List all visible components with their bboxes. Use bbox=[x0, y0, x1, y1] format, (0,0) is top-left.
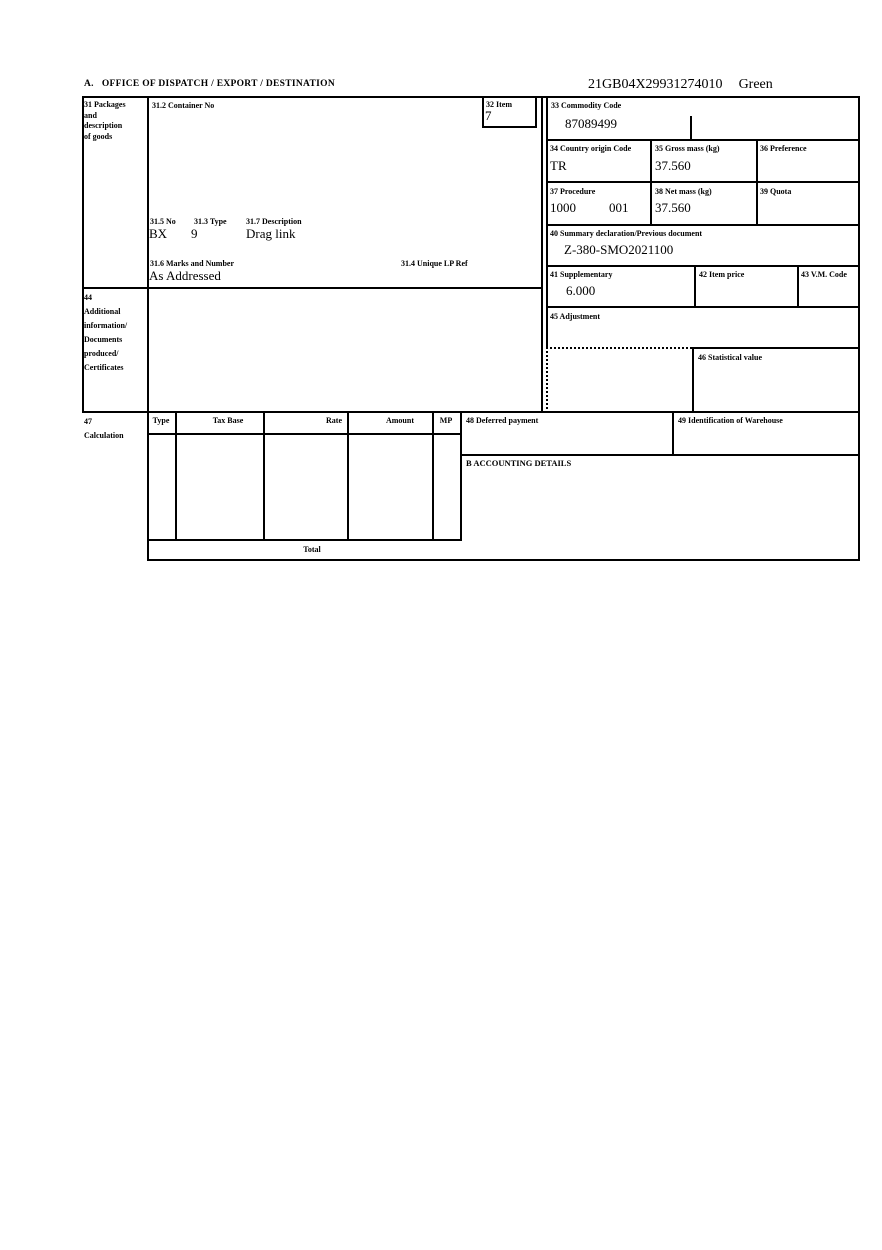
box35-label: 35 Gross mass (kg) bbox=[655, 144, 720, 153]
box31-6-value: As Addressed bbox=[149, 268, 221, 283]
box33-value: 87089499 bbox=[565, 116, 617, 131]
section-a-prefix: A. bbox=[84, 79, 94, 89]
box43-label: 43 V.M. Code bbox=[801, 270, 847, 279]
box35-value: 37.560 bbox=[655, 158, 691, 173]
mid-border bbox=[82, 411, 860, 413]
right-block-left-border bbox=[546, 96, 548, 349]
reference-number: 21GB04X29931274010 bbox=[588, 77, 723, 92]
col48-49-divider bbox=[672, 411, 674, 456]
accounting-details-label: B ACCOUNTING DETAILS bbox=[466, 458, 572, 468]
box33-divider bbox=[690, 116, 692, 141]
box44-label: 44 Additional information/ Documents produced/ Certificates bbox=[84, 293, 128, 372]
adjustment-dotted-border bbox=[546, 347, 692, 349]
calc-col3-divider bbox=[347, 411, 349, 541]
declaration-reference bbox=[588, 77, 773, 93]
box34-value: TR bbox=[550, 158, 567, 173]
row40-bottom-border bbox=[546, 265, 860, 267]
row33-bottom-border bbox=[546, 139, 860, 141]
adjustment-dotted-left-border bbox=[546, 347, 548, 413]
box49-label: 49 Identification of Warehouse bbox=[678, 416, 783, 425]
left-block-right-border bbox=[541, 96, 543, 413]
calc-table-right-border bbox=[460, 411, 462, 541]
section-a-text: OFFICE OF DISPATCH / EXPORT / DESTINATION bbox=[101, 79, 335, 89]
col41-42-divider bbox=[694, 265, 696, 308]
calc-header-tax-base: Tax Base bbox=[212, 416, 244, 425]
box32-value: 7 bbox=[485, 108, 492, 123]
calc-total-label: Total bbox=[303, 545, 321, 554]
calc-table-bottom-border bbox=[147, 539, 460, 541]
routing-indicator: Green bbox=[738, 77, 773, 92]
box31-2-label: 31.2 Container No bbox=[152, 101, 215, 110]
box41-label: 41 Supplementary bbox=[550, 270, 613, 279]
label-column-border bbox=[147, 96, 149, 561]
form-right-border bbox=[858, 96, 860, 561]
box31-6-label: 31.6 Marks and Number bbox=[150, 259, 235, 268]
section-a-title bbox=[84, 79, 335, 89]
box31-7-label: 31.7 Description bbox=[246, 217, 302, 226]
form-top-border bbox=[82, 96, 860, 98]
form-bottom-border bbox=[147, 559, 860, 561]
calc-header-rate: Rate bbox=[326, 416, 342, 425]
box31-7-value: Drag link bbox=[246, 226, 296, 241]
box40-label: 40 Summary declaration/Previous document bbox=[550, 229, 703, 238]
box48-label: 48 Deferred payment bbox=[466, 416, 539, 425]
box42-label: 42 Item price bbox=[699, 270, 745, 279]
box31-5-value: BX bbox=[149, 226, 168, 241]
box46-label: 46 Statistical value bbox=[698, 353, 762, 362]
box37-value-1: 1000 bbox=[550, 200, 576, 215]
box33-label: 33 Commodity Code bbox=[551, 101, 622, 110]
box45-label: 45 Adjustment bbox=[550, 312, 601, 321]
calc-header-type: Type bbox=[152, 416, 170, 425]
box47-label: 47 Calculation bbox=[84, 417, 124, 440]
calc-col1-divider bbox=[175, 411, 177, 541]
box37-label: 37 Procedure bbox=[550, 187, 596, 196]
box46-left-border bbox=[692, 347, 694, 413]
box38-label: 38 Net mass (kg) bbox=[655, 187, 712, 196]
box31-5-label: 31.5 No bbox=[150, 217, 176, 226]
box46-top-border bbox=[692, 347, 860, 349]
box32-bottom-border bbox=[482, 126, 537, 128]
box32-right-border bbox=[535, 96, 537, 128]
box31-4-label: 31.4 Unique LP Ref bbox=[401, 259, 468, 268]
box39-label: 39 Quota bbox=[760, 187, 792, 196]
accounting-top-border bbox=[460, 454, 860, 456]
box38-value: 37.560 bbox=[655, 200, 691, 215]
box32-left-border bbox=[482, 96, 484, 128]
col42-43-divider bbox=[797, 265, 799, 308]
box31-3-value: 9 bbox=[191, 226, 198, 241]
box32-label: 32 Item bbox=[486, 100, 512, 109]
calc-col4-divider bbox=[432, 411, 434, 541]
calc-header-underline bbox=[147, 433, 460, 435]
calc-col2-divider bbox=[263, 411, 265, 541]
box36-label: 36 Preference bbox=[760, 144, 807, 153]
box31-label: 31 Packages and description of goods bbox=[84, 100, 126, 141]
calc-header-mp: MP bbox=[439, 416, 453, 425]
box40-value: Z-380-SMO2021100 bbox=[564, 242, 674, 257]
row41-bottom-border bbox=[546, 306, 860, 308]
box37-value-2: 001 bbox=[609, 200, 629, 215]
box34-label: 34 Country origin Code bbox=[550, 144, 632, 153]
col34-37-divider bbox=[650, 139, 652, 226]
col35-38-divider bbox=[756, 139, 758, 226]
calc-header-amount: Amount bbox=[385, 416, 415, 425]
row37-bottom-border bbox=[546, 224, 860, 226]
row34-bottom-border bbox=[546, 181, 860, 183]
box31-3-label: 31.3 Type bbox=[194, 217, 227, 226]
box31-bottom-border bbox=[82, 287, 543, 289]
box41-value: 6.000 bbox=[566, 283, 596, 298]
